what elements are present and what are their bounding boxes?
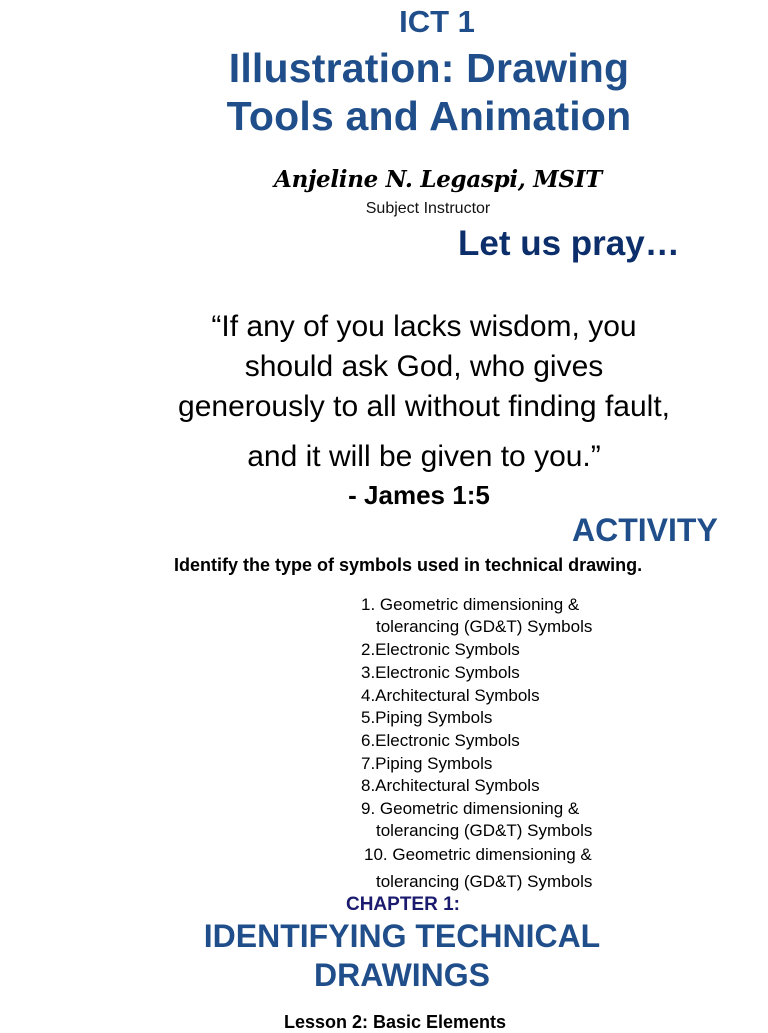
author-name: Anjeline N. Legaspi, MSIT	[274, 166, 602, 193]
activity-heading: ACTIVITY	[572, 512, 718, 548]
prayer-heading: Let us pray…	[458, 224, 680, 263]
page-title-line-1: Illustration: Drawing	[228, 45, 630, 91]
page-title-line-2: Tools and Animation	[226, 93, 632, 139]
answer-item: 5.Piping Symbols	[361, 708, 493, 727]
answer-item: 7.Piping Symbols	[361, 754, 493, 773]
answer-item: 8.Architectural Symbols	[361, 776, 540, 795]
course-code: ICT 1	[399, 4, 475, 39]
answer-item: tolerancing (GD&T) Symbols	[376, 872, 593, 891]
answer-item: 6.Electronic Symbols	[361, 731, 520, 750]
author-role: Subject Instructor	[365, 200, 491, 217]
answer-item: 9. Geometric dimensioning &	[361, 799, 580, 818]
quote-line: and it will be given to you.”	[247, 440, 601, 473]
quote-line: should ask God, who gives	[244, 350, 604, 383]
answer-item: 4.Architectural Symbols	[361, 686, 540, 705]
answer-item: 1. Geometric dimensioning &	[361, 595, 580, 614]
chapter-label: CHAPTER 1:	[345, 894, 461, 915]
quote-line: generously to all without finding fault,	[178, 390, 670, 423]
answer-item: 2.Electronic Symbols	[361, 640, 520, 659]
lesson-title: Lesson 2: Basic Elements	[283, 1012, 507, 1032]
verse-reference: - James 1:5	[348, 480, 490, 510]
answer-item: tolerancing (GD&T) Symbols	[376, 617, 593, 636]
quote-line: “If any of you lacks wisdom, you	[211, 310, 637, 343]
answer-item: 3.Electronic Symbols	[361, 663, 520, 682]
answer-item: 10. Geometric dimensioning &	[364, 845, 592, 864]
activity-instruction: Identify the type of symbols used in technical drawing.	[174, 555, 643, 575]
answer-item: tolerancing (GD&T) Symbols	[376, 821, 593, 840]
chapter-title-line-2: DRAWINGS	[314, 957, 490, 993]
chapter-title-line-1: IDENTIFYING TECHNICAL	[203, 918, 601, 954]
